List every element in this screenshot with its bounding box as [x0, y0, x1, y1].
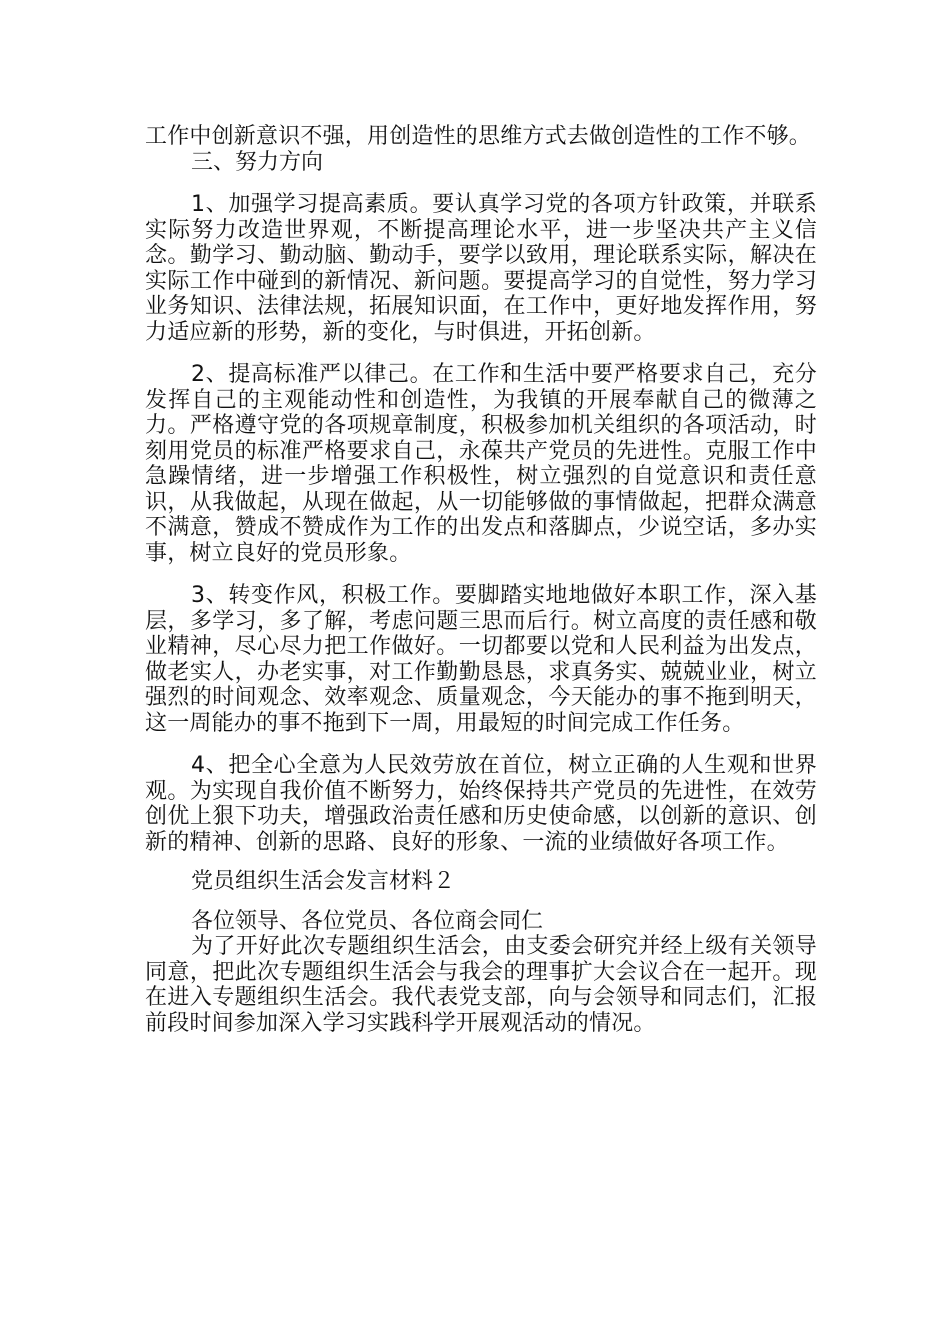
subtitle-text: 党员组织生活会发言材料２ [191, 869, 456, 894]
salutation-text: 各位领导、各位党员、各位商会同仁 [191, 908, 544, 934]
paragraph-item-1 [145, 192, 817, 345]
paragraph-text: 2、提高标准严以律己。在工作和生活中要严格要求自己，充分发挥自己的主观能动性和创造性，为我镇的开展奉献自己的微薄之力。严格遵守党的各项规章制度，积极参加机关组织的各项活动，时刻用党员的标准严格要求自己，永葆共产党员的先进性。克服工作中急躁情绪，进一步增强工作积极性，树立强烈的自觉意识和责任意识，从我做起，从现在做起，从一切能够做的事情做起，把群众满意不满意，赞成不赞成作为工作的出发点和落脚点，少说空话，多办实事，树立良好的党员形象。 [145, 362, 817, 566]
paragraph-text: 3、转变作风，积极工作。要脚踏实地地做好本职工作，深入基层，多学习，多了解，考虑问题三思而后行。树立高度的责任感和敬业精神，尽心尽力把工作做好。一切都要以党和人民利益为出发点，做老实人，办老实事，对工作勤勤恳恳，求真务实、兢兢业业，树立强烈的时间观念、效率观念、质量观念，今天能办的事不拖到明天，这一周能办的事不拖到下一周，用最短的时间完成工作任务。 [145, 583, 817, 736]
paragraph-text: 1、加强学习提高素质。要认真学习党的各项方针政策，并联系实际努力改造世界观，不断提高理论水平，进一步坚决共产主义信念。勤学习、勤动脑、勤动手，要学以致用，理论联系实际，解决在实际工作中碰到的新情况、新问题。要提高学习的自觉性，努力学习业务知识、法律法规，拓展知识面，在工作中，更好地发挥作用，努力适应新的形势，新的变化，与时俱进，开拓创新。 [145, 192, 817, 345]
heading-text: 三、努力方向 [191, 149, 324, 175]
paragraph-item-3 [145, 583, 817, 736]
paragraph-text: 为了开好此次专题组织生活会，由支委会研究并经上级有关领导同意，把此次专题组织生活会与我会的理事扩大会议合在一起开。现在进入专题组织生活会。我代表党支部，向与会领导和同志们，汇报前段时间参加深入学习实践科学开展观活动的情况。 [145, 934, 817, 1036]
paragraph-text: 工作中创新意识不强，用创造性的思维方式去做创造性的工作不够。 [145, 124, 812, 149]
document-subtitle [145, 869, 817, 895]
section-heading-effort-direction [145, 150, 817, 176]
paragraph-item-2 [145, 362, 817, 566]
paragraph-text: 4、把全心全意为人民效劳放在首位，树立正确的人生观和世界观。为实现自我价值不断努力，始终保持共产党员的先进性，在效劳创优上狠下功夫，增强政治责任感和历史使命感，以创新的意识、创新的精神、创新的思路、良好的形象、一流的业绩做好各项工作。 [145, 753, 817, 855]
paragraph-opening [145, 934, 817, 1036]
salutation [145, 909, 817, 935]
paragraph-item-4 [145, 753, 817, 855]
paragraph-continuation [145, 124, 817, 150]
document-body [145, 124, 817, 1036]
